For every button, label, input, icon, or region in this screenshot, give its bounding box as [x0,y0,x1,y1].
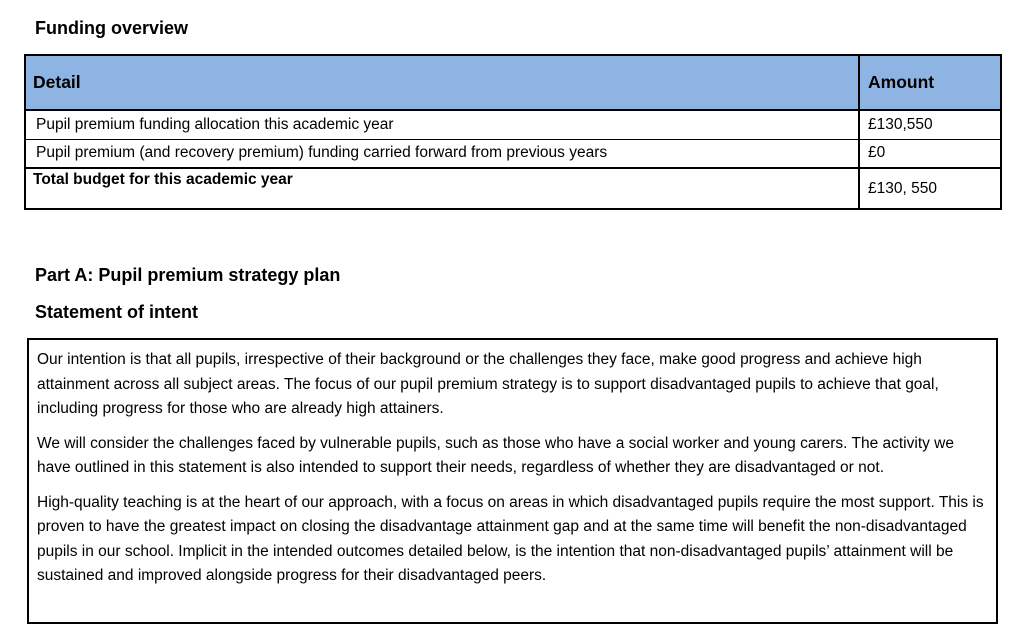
table-header-row [25,55,1001,110]
total-label-cell: Total budget for this academic year [25,168,859,209]
statement-of-intent-heading: Statement of intent [35,302,199,322]
intent-paragraph: We will consider the challenges faced by vulnerable pupils, such as those who have a social worker and young carers. The activity we have outlined in this statement is also intended to support their needs, regardless of whether they are disadvantaged or not. [37,434,954,476]
table-row [25,110,1001,139]
intent-paragraph: High-quality teaching is at the heart of our approach, with a focus on areas in which disadvantaged pupils require the most support. This is proven to have the greatest impact on closing the disadvantage attainment gap and at the same time will benefit the non-disadvantaged pupils in our school. Implicit in the intended outcomes detailed below, is the intention that non-disadvantaged pupils’ attainment will be sustained and improved alongside progress for their disadvantaged peers. [37,493,984,584]
detail-cell: Pupil premium (and recovery premium) funding carried forward from previous years [25,139,859,168]
part-a-heading: Part A: Pupil premium strategy plan [35,265,341,285]
table-row [25,139,1001,168]
amount-cell: £0 [859,139,1001,168]
total-amount-cell: £130, 550 [859,168,1001,209]
amount-cell: £130,550 [859,110,1001,139]
detail-cell: Pupil premium funding allocation this academic year [25,110,859,139]
funding-overview-heading: Funding overview [35,18,189,38]
amount-column-header: Amount [859,55,1001,110]
statement-of-intent-box [27,338,998,624]
detail-column-header: Detail [25,55,859,110]
total-row [25,168,1001,209]
funding-table [24,54,1002,210]
intent-paragraph: Our intention is that all pupils, irrespective of their background or the challenges they face, make good progress and achieve high attainment across all subject areas. The focus of our pupil premium strategy is to support disadvantaged pupils to achieve that goal, including progress for those who are already high attainers. [37,351,939,417]
